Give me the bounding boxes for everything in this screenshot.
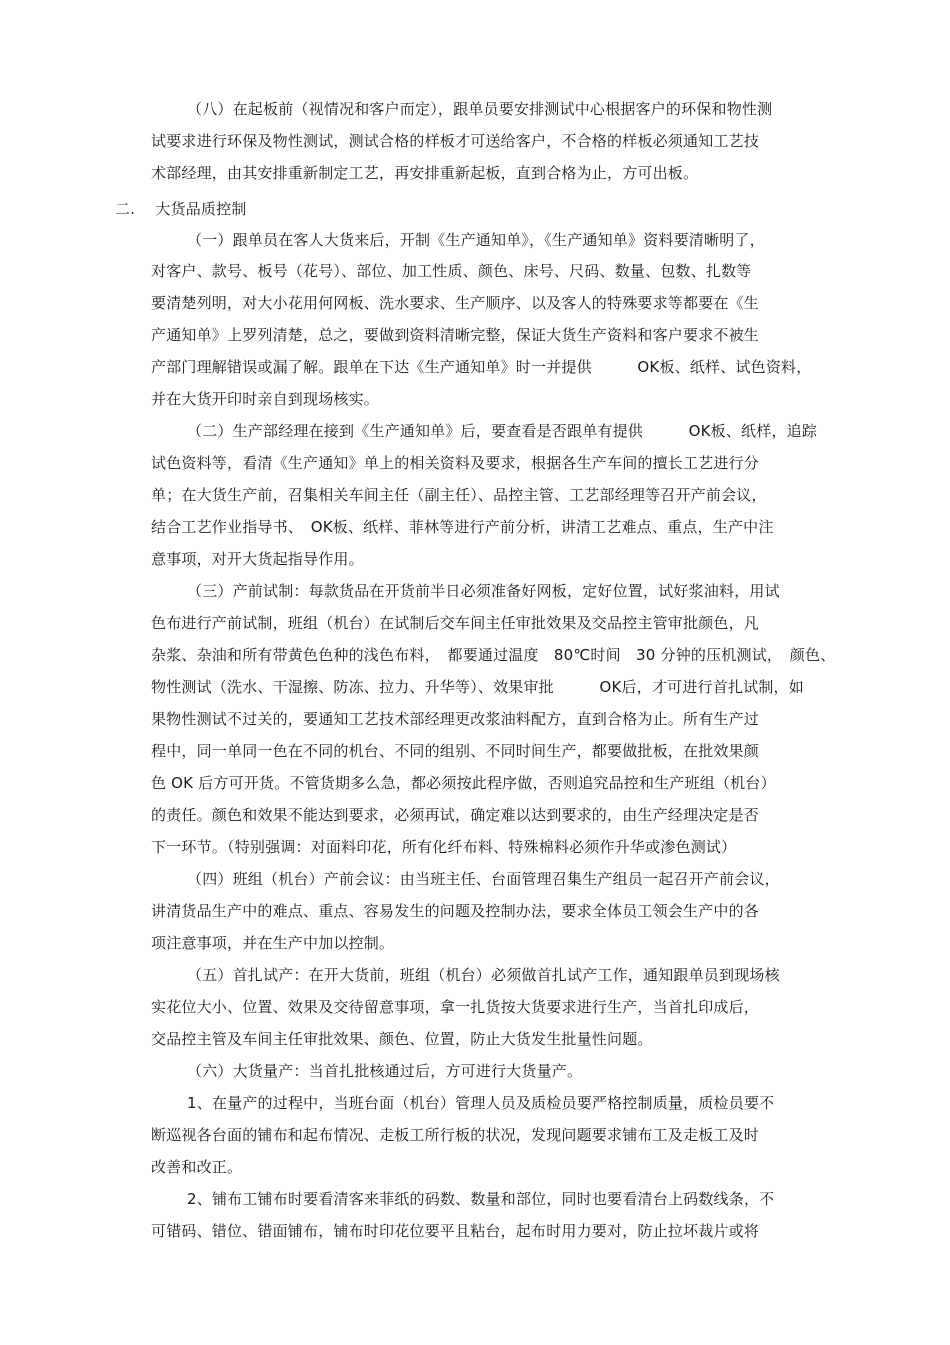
text-line: （四）班组（机台）产前会议：由当班主任、台面管理召集生产组员一起召开产前会议， bbox=[187, 870, 780, 888]
text-line: 术部经理，由其安排重新制定工艺，再安排重新起板，直到合格为止，方可出板。 bbox=[151, 164, 699, 182]
text-line: 要清楚列明，对大小花用何网板、洗水要求、生产顺序、以及客人的特殊要求等都要在《生 bbox=[151, 294, 760, 312]
text-line: 改善和改正。 bbox=[151, 1158, 243, 1176]
text-line: （八）在起板前（视情况和客户而定），跟单员要安排测试中心根据客户的环保和物性测 bbox=[187, 100, 773, 118]
text-line: 1、在量产的过程中，当班台面（机台）管理人员及质检员要严格控制质量，质检员要不 bbox=[187, 1094, 775, 1112]
text-line: 产部门理解错误或漏了解。跟单在下达《生产通知单》时一并提供 OK板、纸样、试色资料， bbox=[151, 358, 812, 376]
text-line: 并在大货开印时亲自到现场核实。 bbox=[151, 390, 380, 408]
text-line: 2、铺布工铺布时要看清客来菲纸的码数、数量和部位，同时也要看清台上码数线条，不 bbox=[187, 1190, 775, 1208]
text-line: 项注意事项，并在生产中加以控制。 bbox=[151, 934, 395, 952]
text-line: 的责任。颜色和效果不能达到要求，必须再试，确定难以达到要求的，由生产经理决定是否 bbox=[151, 806, 760, 824]
text-line: （一）跟单员在客人大货来后，开制《生产通知单》，《生产通知单》资料要清晰明了， bbox=[187, 231, 765, 249]
text-line: 果物性测试不过关的，要通知工艺技术部经理更改浆油料配方，直到合格为止。所有生产过 bbox=[151, 710, 760, 728]
text-line: 意事项，对开大货起指导作用。 bbox=[151, 550, 364, 568]
text-line: 杂浆、杂油和所有带黄色色种的浅色布料， 都要通过温度 80℃时间 30 分钟的压机测试， 颜色、 bbox=[151, 646, 836, 664]
text-line: 下一环节。（特别强调：对面料印花，所有化纤布料、特殊棉料必须作升华或渗色测试） bbox=[151, 838, 737, 856]
text-line: 可错码、错位、错面铺布，铺布时印花位要平且粘台，起布时用力要对，防止拉坏裁片或将 bbox=[151, 1222, 760, 1240]
text-line: 讲清货品生产中的难点、重点、容易发生的问题及控制办法，要求全体员工领会生产中的各 bbox=[151, 902, 760, 920]
text-line: （五）首扎试产：在开大货前，班组（机台）必须做首扎试产工作，通知跟单员到现场核 bbox=[187, 966, 780, 984]
text-line: 结合工艺作业指导书、 OK板、纸样、菲林等进行产前分析，讲清工艺难点、重点，生产中注 bbox=[151, 518, 774, 536]
text-line: 单；在大货生产前，召集相关车间主任（副主任）、品控主管、工艺部经理等召开产前会议， bbox=[151, 486, 767, 504]
text-line: （三）产前试制：每款货品在开货前半日必须准备好网板，定好位置，试好浆油料，用试 bbox=[187, 582, 780, 600]
text-line: 试要求进行环保及物性测试，测试合格的样板才可送给客户，不合格的样板必须通知工艺技 bbox=[151, 132, 760, 150]
text-line: 断巡视各台面的铺布和起布情况、走板工所行板的状况，发现问题要求铺布工及走板工及时 bbox=[151, 1126, 760, 1144]
text-line: 产通知单》上罗列清楚，总之，要做到资料清晰完整，保证大货生产资料和客户要求不被生 bbox=[151, 326, 760, 344]
text-line: 实花位大小、位置、效果及交待留意事项，拿一扎货按大货要求进行生产，当首扎印成后， bbox=[151, 998, 760, 1016]
text-line: 程中，同一单同一色在不同的机台、不同的组别、不同时间生产，都要做批板，在批效果颜 bbox=[151, 742, 760, 760]
text-line: 色 OK 后方可开货。不管货期多么急，都必须按此程序做，否则追究品控和生产班组（机台） bbox=[151, 774, 776, 792]
text-line: 试色资料等，看清《生产通知》单上的相关资料及要求，根据各生产车间的擅长工艺进行分 bbox=[151, 454, 760, 472]
text-line: 物性测试（洗水、干湿擦、防冻、拉力、升华等）、效果审批 OK后，才可进行首扎试制，如 bbox=[151, 678, 804, 696]
text-line: 交品控主管及车间主任审批效果、颜色、位置，防止大货发生批量性问题。 bbox=[151, 1030, 653, 1048]
text-line: 对客户、款号、板号（花号）、部位、加工性质、颜色、床号、尺码、数量、包数、扎数等 bbox=[151, 262, 752, 280]
text-line: （六）大货量产：当首扎批核通过后，方可进行大货量产。 bbox=[187, 1062, 583, 1080]
section-heading: 二. 大货品质控制 bbox=[115, 200, 247, 218]
text-line: （二）生产部经理在接到《生产通知单》后，要查看是否跟单有提供 OK板、纸样，追踪 bbox=[187, 422, 818, 440]
text-line: 色布进行产前试制，班组（机台）在试制后交车间主任审批效果及交品控主管审批颜色，凡 bbox=[151, 614, 760, 632]
